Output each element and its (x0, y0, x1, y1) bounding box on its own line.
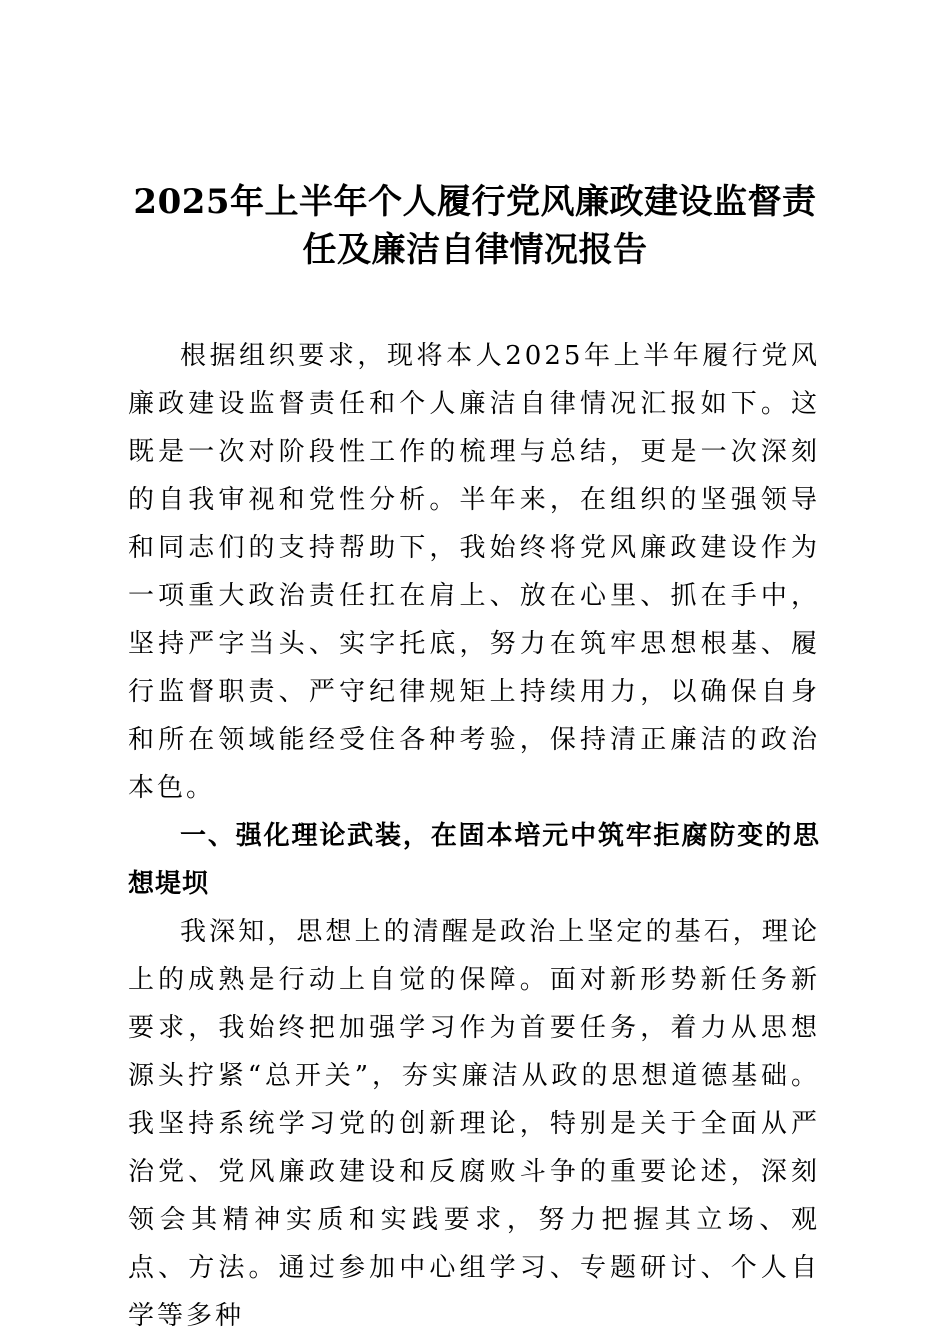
document-body (128, 332, 820, 1340)
document-title: 2025年上半年个人履行党风廉政建设监督责任及廉洁自律情况报告 (133, 182, 817, 270)
section-1-paragraph: 我深知，思想上的清醒是政治上坚定的基石，理论上的成熟是行动上自觉的保障。面对新形势新任务新要求，我始终把加强学习作为首要任务，着力从思想源头拧紧“总开关”，夯实廉洁从政的思想道德基础。我坚持系统学习党的创新理论，特别是关于全面从严治党、党风廉政建设和反腐败斗争的重要论述，深刻领会其精神实质和实践要求，努力把握其立场、观点、方法。通过参加中心组学习、专题研讨、个人自学等多种 (128, 917, 820, 1331)
section-heading-1: 一、强化理论武装，在固本培元中筑牢拒腐防变的思想堤坝 (128, 821, 820, 899)
intro-paragraph: 根据组织要求，现将本人2025年上半年履行党风廉政建设监督责任和个人廉洁自律情况汇报如下。这既是一次对阶段性工作的梳理与总结，更是一次深刻的自我审视和党性分析。半年来，在组织的坚强领导和同志们的支持帮助下，我始终将党风廉政建设作为一项重大政治责任扛在肩上、放在心里、抓在手中，坚持严字当头、实字托底，努力在筑牢思想根基、履行监督职责、严守纪律规矩上持续用力，以确保自身和所在领域能经受住各种考验，保持清正廉洁的政治本色。 (128, 341, 820, 803)
